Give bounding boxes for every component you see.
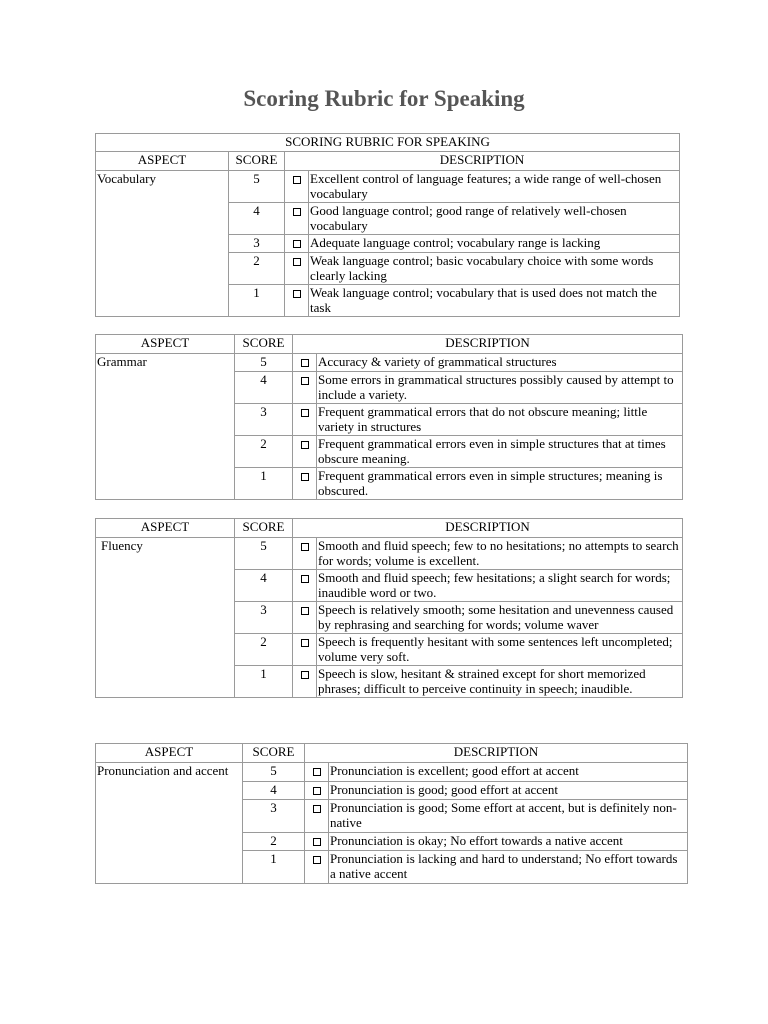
checkbox-icon [301,441,309,449]
score-header: SCORE [243,744,305,763]
description-header: DESCRIPTION [293,519,683,538]
score-cell: 4 [229,203,285,235]
checkbox-icon [301,473,309,481]
checkbox[interactable] [285,203,309,235]
checkbox[interactable] [293,436,317,468]
checkbox-icon [313,768,321,776]
checkbox-icon [301,409,309,417]
checkbox[interactable] [285,253,309,285]
checkbox[interactable] [305,763,329,782]
description-cell: Pronunciation is okay; No effort towards a native accent [329,833,688,851]
score-header: SCORE [235,335,293,354]
description-cell: Adequate language control; vocabulary range is lacking [309,235,680,253]
grammar-rubric-table [95,334,683,500]
checkbox[interactable] [293,404,317,436]
checkbox[interactable] [285,235,309,253]
score-cell: 4 [235,570,293,602]
description-cell: Some errors in grammatical structures possibly caused by attempt to include a variety. [317,372,683,404]
score-cell: 1 [243,851,305,884]
checkbox[interactable] [305,833,329,851]
checkbox-icon [301,575,309,583]
description-cell: Weak language control; basic vocabulary choice with some words clearly lacking [309,253,680,285]
description-cell: Speech is slow, hesitant & strained except for short memorized phrases; difficult to perceive continuity in speech; inaudible. [317,666,683,698]
description-cell: Excellent control of language features; a wide range of well-chosen vocabulary [309,171,680,203]
score-cell: 3 [229,235,285,253]
description-header: DESCRIPTION [293,335,683,354]
pronunciation-rubric-table [95,743,688,884]
description-cell: Pronunciation is good; Some effort at accent, but is definitely non-native [329,800,688,833]
checkbox-icon [293,290,301,298]
score-cell: 2 [235,436,293,468]
checkbox[interactable] [305,782,329,800]
aspect-label: Pronunciation and accent [96,763,243,884]
score-cell: 5 [229,171,285,203]
aspect-header: ASPECT [96,335,235,354]
score-cell: 4 [243,782,305,800]
score-cell: 5 [235,538,293,570]
checkbox-icon [301,639,309,647]
description-header: DESCRIPTION [305,744,688,763]
checkbox-icon [313,787,321,795]
checkbox-icon [313,838,321,846]
checkbox[interactable] [293,666,317,698]
checkbox-icon [313,856,321,864]
checkbox[interactable] [293,602,317,634]
score-cell: 3 [243,800,305,833]
description-header: DESCRIPTION [285,152,680,171]
checkbox[interactable] [285,285,309,317]
score-cell: 2 [229,253,285,285]
description-cell: Frequent grammatical errors even in simple structures; meaning is obscured. [317,468,683,500]
table-caption: SCORING RUBRIC FOR SPEAKING [96,134,680,152]
description-cell: Weak language control; vocabulary that is used does not match the task [309,285,680,317]
description-cell: Speech is frequently hesitant with some sentences left uncompleted; volume very soft. [317,634,683,666]
checkbox-icon [293,258,301,266]
score-cell: 1 [235,468,293,500]
checkbox-icon [301,543,309,551]
description-cell: Speech is relatively smooth; some hesitation and unevenness caused by rephrasing and searching for words; volume waver [317,602,683,634]
aspect-label: Fluency [96,538,235,698]
aspect-header: ASPECT [96,744,243,763]
checkbox[interactable] [293,634,317,666]
score-header: SCORE [235,519,293,538]
score-cell: 3 [235,602,293,634]
checkbox-icon [313,805,321,813]
score-cell: 2 [235,634,293,666]
checkbox-icon [301,377,309,385]
checkbox-icon [301,359,309,367]
aspect-header: ASPECT [96,519,235,538]
description-cell: Good language control; good range of relatively well-chosen vocabulary [309,203,680,235]
checkbox[interactable] [293,538,317,570]
score-cell: 2 [243,833,305,851]
score-cell: 3 [235,404,293,436]
description-cell: Frequent grammatical errors that do not obscure meaning; little variety in structures [317,404,683,436]
checkbox-icon [301,671,309,679]
checkbox-icon [293,240,301,248]
vocabulary-rubric-table [95,133,680,317]
checkbox-icon [301,607,309,615]
checkbox[interactable] [293,468,317,500]
score-cell: 5 [243,763,305,782]
score-cell: 4 [235,372,293,404]
fluency-rubric-table [95,518,683,698]
score-cell: 5 [235,354,293,372]
description-cell: Frequent grammatical errors even in simple structures that at times obscure meaning. [317,436,683,468]
checkbox-icon [293,208,301,216]
description-cell: Accuracy & variety of grammatical structures [317,354,683,372]
description-cell: Pronunciation is lacking and hard to understand; No effort towards a native accent [329,851,688,884]
score-cell: 1 [229,285,285,317]
score-cell: 1 [235,666,293,698]
checkbox[interactable] [293,570,317,602]
checkbox[interactable] [285,171,309,203]
checkbox[interactable] [305,851,329,884]
page-title: Scoring Rubric for Speaking [243,86,525,111]
description-cell: Smooth and fluid speech; few to no hesitations; no attempts to search for words; volume is excellent. [317,538,683,570]
score-header: SCORE [229,152,285,171]
aspect-header: ASPECT [96,152,229,171]
description-cell: Smooth and fluid speech; few hesitations; a slight search for words; inaudible word or two. [317,570,683,602]
checkbox-icon [293,176,301,184]
checkbox[interactable] [293,372,317,404]
checkbox[interactable] [293,354,317,372]
checkbox[interactable] [305,800,329,833]
description-cell: Pronunciation is good; good effort at accent [329,782,688,800]
description-cell: Pronunciation is excellent; good effort at accent [329,763,688,782]
aspect-label: Grammar [96,354,235,500]
aspect-label: Vocabulary [96,171,229,317]
